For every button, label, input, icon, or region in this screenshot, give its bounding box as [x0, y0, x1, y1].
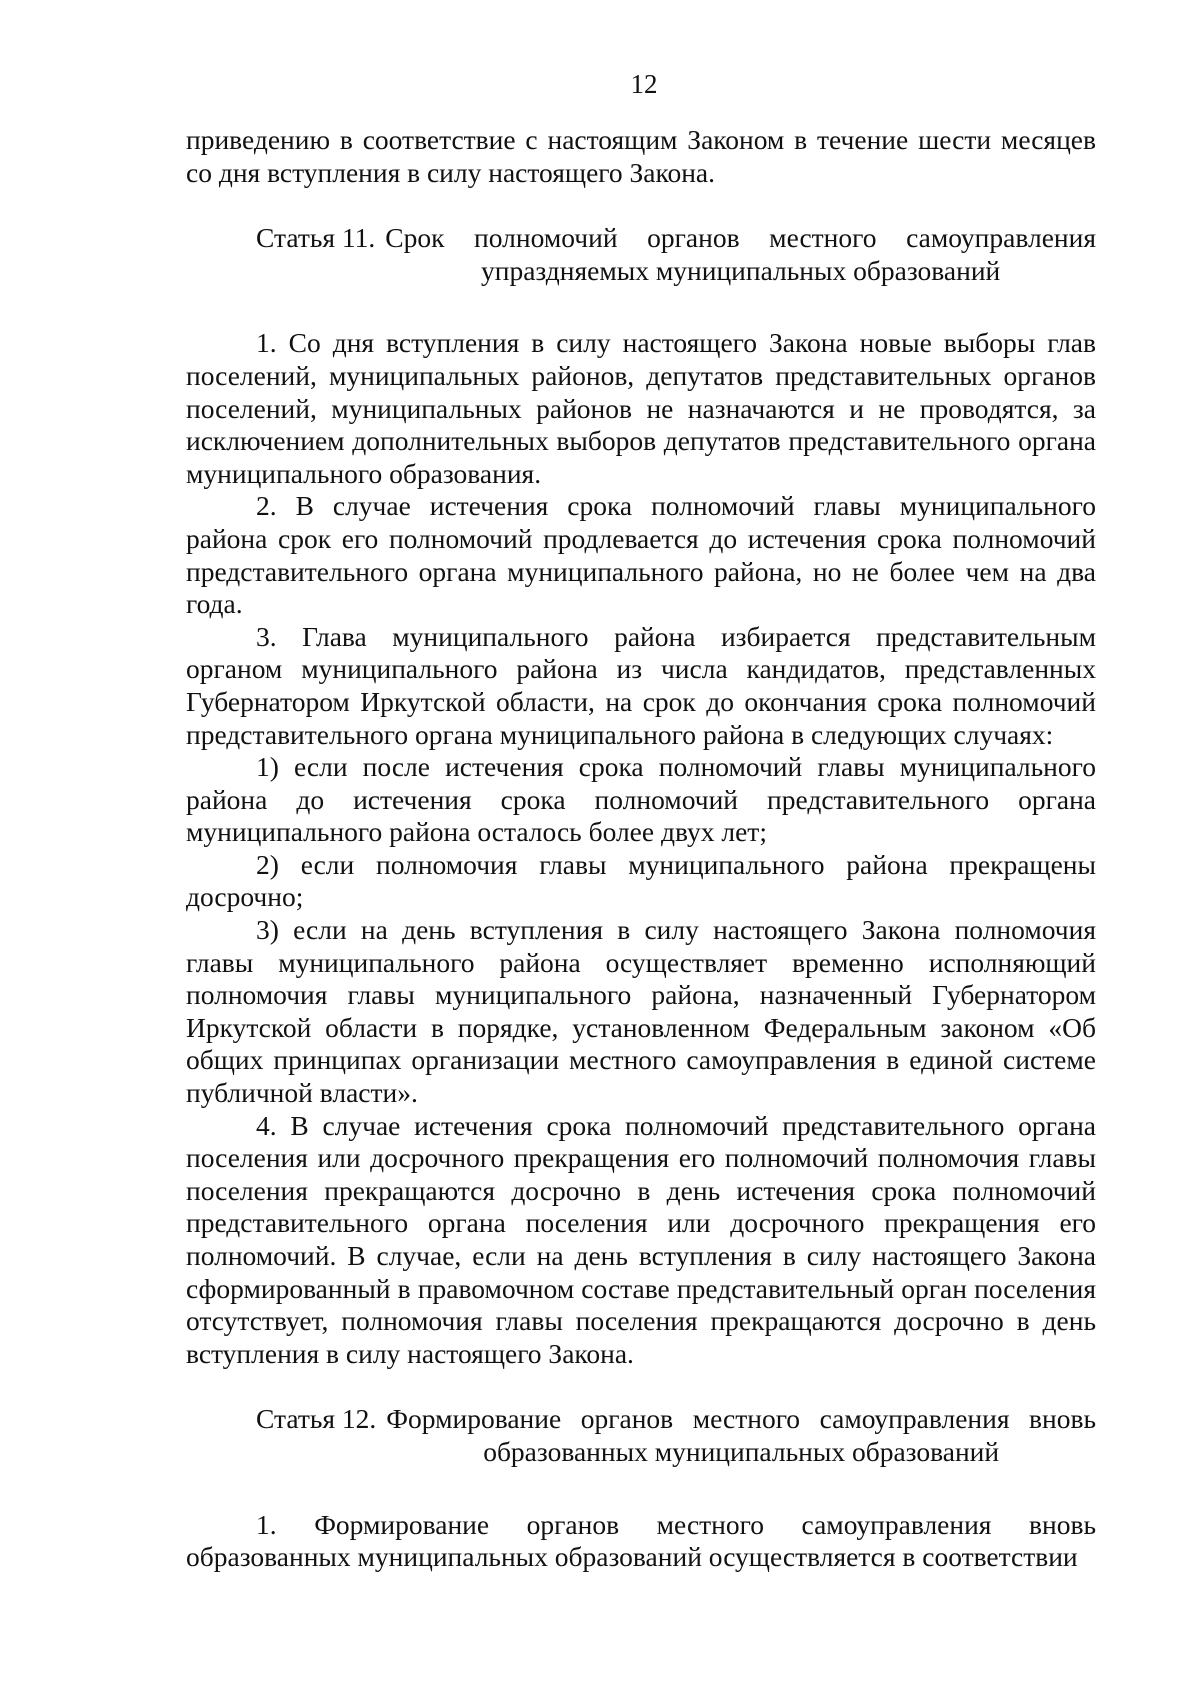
spacer	[186, 1370, 1096, 1403]
article-11-subitem-1: 1) если после истечения срока полномочий главы муниципального района до истечения срока полномочий представительного органа муниципального района осталось более двух лет;	[186, 751, 1096, 848]
article-11-subitem-2: 2) если полномочия главы муниципального района прекращены досрочно;	[186, 848, 1096, 913]
article-12-label: Статья 12.	[256, 1403, 377, 1435]
page-number: 12	[630, 69, 658, 99]
spacer	[186, 287, 1096, 327]
article-11-paragraph-2: 2. В случае истечения срока полномочий главы муниципального района срок его полномочий продлевается до истечения срока полномочий представительного органа муниципального района, но не более чем на два года.	[186, 490, 1096, 620]
intro-paragraph: приведению в соответствие с настоящим Законом в течение шести месяцев со дня вступления в силу настоящего Закона.	[186, 124, 1096, 188]
article-11-label: Статья 11.	[256, 222, 376, 254]
article-12-title: Формирование органов местного самоуправления вновь образованных муниципальных образований	[386, 1403, 1096, 1467]
article-11-subitem-3: 3) если на день вступления в силу настоящего Закона полномочия главы муниципального района осуществляет временно исполняющий полномочия главы муниципального района, назначенный Губернатором Иркутской области в порядке, установленном Федеральным законом «Об общих принципах организации местного самоуправления в единой системе публичной власти».	[186, 914, 1096, 1109]
article-11-title: Срок полномочий органов местного самоуправления упраздняемых муниципальных образований	[385, 222, 1096, 286]
spacer	[186, 189, 1096, 222]
article-11-heading	[186, 222, 1096, 287]
article-12-paragraph-1: 1. Формирование органов местного самоуправления вновь образованных муниципальных образований осуществляется в соответствии	[186, 1508, 1096, 1573]
article-11-paragraph-4: 4. В случае истечения срока полномочий представительного органа поселения или досрочного прекращения его полномочий полномочия главы поселения прекращаются досрочно в день истечения срока полномочий представительного органа поселения или досрочного прекращения его полномочий. В случае, если на день вступления в силу настоящего Закона сформированный в правомочном составе представительный орган поселения отсутствует, полномочия главы поселения прекращаются досрочно в день вступления в силу настоящего Закона.	[186, 1109, 1096, 1369]
article-11-paragraph-1: 1. Со дня вступления в силу настоящего Закона новые выборы глав поселений, муниципальных районов, депутатов представительных органов поселений, муниципальных районов не назначаются и не проводятся, за исключением дополнительных выборов депутатов представительного органа муниципального образования.	[186, 327, 1096, 489]
article-11-paragraph-3: 3. Глава муниципального района избирается представительным органом муниципального района из числа кандидатов, представленных Губернатором Иркутской области, на срок до окончания срока полномочий представительного органа муниципального района в следующих случаях:	[186, 620, 1096, 750]
spacer	[186, 1469, 1096, 1509]
document-body	[186, 124, 1096, 1574]
article-12-heading	[186, 1403, 1096, 1468]
